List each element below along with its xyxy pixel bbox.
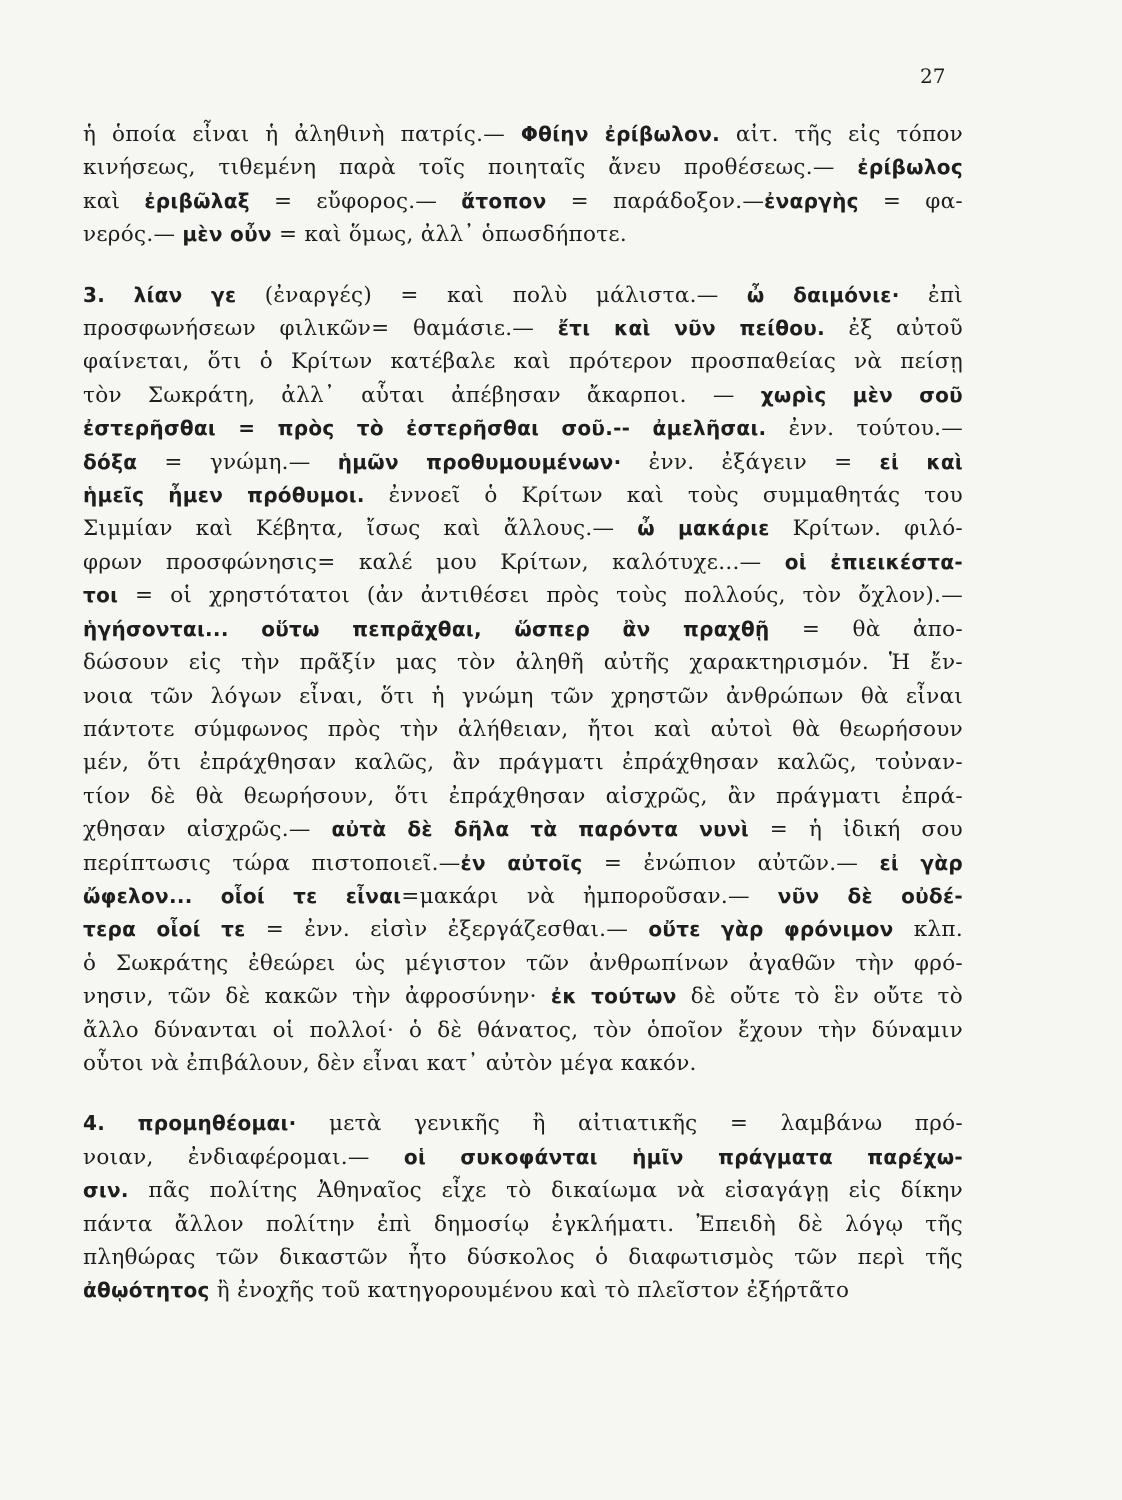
text-segment: = ἐνώπιον αὐτῶν.—	[582, 850, 880, 876]
bold-lemma: δόξα	[83, 449, 138, 474]
bold-lemma: σιν.	[83, 1178, 129, 1203]
text-segment: Σιμμίαν καὶ Κέβητα, ἴσως καὶ ἄλλους.—	[83, 516, 638, 542]
text-segment: πάντοτε σύμφωνος πρὸς τὴν ἀλήθειαν, ἤτοι καὶ αὐτοὶ θὰ θεωρήσουν	[83, 716, 963, 742]
bold-lemma: εἰ καὶ	[879, 449, 963, 474]
text-line	[83, 379, 963, 412]
text-segment: ἐξ αὐτοῦ	[825, 316, 964, 342]
text-line	[83, 746, 963, 779]
bold-lemma: ἄτοπον	[461, 188, 547, 213]
text-line	[83, 947, 963, 980]
text-segment: Κρίτων. φιλό-	[769, 516, 963, 542]
text-segment: = ἐνν. εἰσὶν ἐξεργάζεσθαι.—	[245, 917, 649, 943]
text-line	[83, 880, 963, 913]
text-segment: ἐνν. τούτου.—	[766, 416, 963, 442]
text-line	[83, 512, 963, 545]
text-segment: ἐνν. ἐξάγειν =	[621, 449, 880, 475]
text-segment: ἡ ὁποία εἶναι ἡ ἀληθινὴ πατρίς.—	[83, 122, 521, 147]
text-line	[83, 151, 963, 184]
bold-lemma: αὐτὰ δὲ δῆλα τὰ παρόντα νυνὶ	[331, 817, 749, 842]
text-line	[83, 980, 963, 1013]
bold-lemma: ἐρίβωλος	[857, 155, 963, 180]
text-segment: = εὔφορος.—	[249, 188, 462, 214]
text-line	[83, 847, 963, 880]
text-line	[83, 118, 963, 151]
bold-lemma: ὦ μακάριε	[637, 516, 770, 541]
text-line	[83, 1208, 963, 1241]
text-segment: = ἡ ἰδική σου	[748, 817, 963, 843]
text-line	[83, 185, 963, 218]
bold-lemma: ὦ δαιμόνιε·	[746, 282, 900, 307]
text-segment: = θὰ ἀπο-	[769, 616, 963, 642]
text-segment: αἰτ. τῆς εἰς τόπον	[720, 122, 964, 147]
text-line	[83, 780, 963, 813]
bold-lemma: Φθίην ἐρίβωλον.	[520, 122, 721, 146]
text-segment: =μακάρι νὰ ἠμποροῦσαν.—	[401, 883, 778, 909]
text-line	[83, 1174, 963, 1207]
text-line	[83, 579, 963, 612]
bold-lemma: ἐναργὴς	[764, 188, 859, 213]
text-segment: ἐπὶ	[899, 282, 963, 308]
text-segment: ἢ ἐνοχῆς τοῦ κατηγορουμένου καὶ τὸ πλεῖστον ἐξήρτᾶτο	[209, 1278, 850, 1304]
bold-lemma: οἱ ἐπιεικέστα-	[784, 549, 963, 574]
bold-lemma: τοι	[83, 583, 119, 608]
bold-lemma: 4. προμηθέομαι·	[83, 1111, 297, 1136]
bold-lemma: ἐκ τούτων	[550, 984, 677, 1009]
bold-lemma: ὤφελον... οἷοί τε εἶναι	[83, 883, 402, 908]
text-segment: φρων προσφώνησις= καλέ μου Κρίτων, καλότυχε...—	[83, 549, 785, 575]
bold-lemma: ἡμῶν προθυμουμένων·	[337, 449, 622, 474]
text-segment: ἄλλο δύνανται οἱ πολλοί· ὁ δὲ θάνατος, τὸν ὁποῖον ἔχουν τὴν δύναμιν	[83, 1017, 963, 1043]
text-line	[83, 1274, 963, 1307]
text-segment: = γνώμη.—	[137, 449, 338, 475]
bold-lemma: νῦν δὲ οὐδέ-	[777, 883, 963, 908]
text-segment: νησιν, τῶν δὲ κακῶν τὴν ἀφροσύνην·	[83, 984, 551, 1010]
text-segment: τίον δὲ θὰ θεωρήσουν, ὅτι ἐπράχθησαν αἰσχρῶς, ἂν πράγματι ἐπρά-	[83, 783, 963, 809]
bold-lemma: τερα οἷοί τε	[83, 917, 246, 942]
text-line	[83, 813, 963, 846]
text-segment: περίπτωσις τώρα πιστοποιεῖ.—	[83, 850, 461, 876]
text-segment: πᾶς πολίτης Ἀθηναῖος εἶχε τὸ δικαίωμα νὰ εἰσαγάγῃ εἰς δίκην	[128, 1178, 963, 1204]
text-segment: δὲ οὔτε τὸ ἓν οὔτε τὸ	[676, 984, 963, 1010]
bold-lemma: μὲν οὖν	[182, 222, 272, 247]
bold-lemma: ἐριβῶλαξ	[144, 188, 250, 213]
text-segment: πάντα ἄλλον πολίτην ἐπὶ δημοσίῳ ἐγκλήματι. Ἐπειδὴ δὲ λόγῳ τῆς	[83, 1211, 963, 1237]
text-segment: καὶ	[83, 188, 145, 214]
text-line	[83, 345, 963, 378]
text-segment: = φα-	[858, 188, 963, 214]
bold-lemma: ἡμεῖς ἦμεν πρόθυμοι.	[83, 483, 365, 508]
text-segment: = καὶ ὅμως, ἀλλ᾽ ὁπωσδήποτε.	[271, 222, 627, 248]
text-segment: δώσουν εἰς τὴν πρᾶξίν μας τὸν ἀληθῆ αὐτῆς χαρακτηρισμόν. Ἡ ἔν-	[83, 650, 963, 676]
text-segment: = παράδοξον.—	[546, 188, 765, 214]
text-line	[83, 1107, 963, 1140]
text-line	[83, 412, 963, 445]
bold-lemma: ἐν αὐτοῖς	[460, 850, 583, 875]
text-line	[83, 312, 963, 345]
text-segment: τὸν Σωκράτη, ἀλλ᾽ αὗται ἀπέβησαν ἄκαρποι. —	[83, 382, 761, 408]
text-segment: κλπ.	[893, 917, 963, 943]
text-line	[83, 479, 963, 512]
text-segment: νερός.—	[83, 222, 183, 248]
text-segment: ὁ Σωκράτης ἐθεώρει ὡς μέγιστον τῶν ἀνθρωπίνων ἀγαθῶν τὴν φρό-	[83, 950, 963, 976]
bold-lemma: 3. λίαν γε	[83, 282, 237, 307]
text-segment: μέν, ὅτι ἐπράχθησαν καλῶς, ἂν πράγματι ἐπράχθησαν καλῶς, τοὐναν-	[83, 750, 963, 776]
text-line	[83, 680, 963, 713]
text-segment: ἐννοεῖ ὁ Κρίτων καὶ τοὺς συμμαθητάς του	[364, 483, 963, 509]
text-line	[83, 1141, 963, 1174]
text-line	[83, 646, 963, 679]
text-line	[83, 546, 963, 579]
text-line	[83, 1241, 963, 1274]
text-segment: κινήσεως, τιθεμένη παρὰ τοῖς ποιηταῖς ἄνευ προθέσεως.—	[83, 155, 858, 181]
bold-lemma: ἔτι καὶ νῦν πείθου.	[557, 316, 825, 341]
text-line	[83, 913, 963, 946]
text-segment: μετὰ γενικῆς ἢ αἰτιατικῆς = λαμβάνω πρό-	[296, 1111, 963, 1137]
bold-lemma: εἰ γὰρ	[879, 850, 963, 875]
paragraph	[83, 1107, 963, 1307]
text-line	[83, 713, 963, 746]
page-body-text	[83, 118, 963, 1308]
text-segment: χθησαν αἰσχρῶς.—	[83, 817, 332, 843]
text-segment: νοια τῶν λόγων εἶναι, ὅτι ἡ γνώμη τῶν χρηστῶν ἀνθρώπων θὰ εἶναι	[83, 683, 963, 709]
text-line	[83, 279, 963, 312]
paragraph	[83, 118, 963, 252]
text-line	[83, 1014, 963, 1047]
text-line	[83, 218, 963, 251]
text-segment: φαίνεται, ὅτι ὁ Κρίτων κατέβαλε καὶ πρότερον προσπαθείας νὰ πείσῃ	[83, 349, 963, 375]
bold-lemma: ἀθῳότητος	[83, 1278, 210, 1303]
bold-lemma: οὔτε γὰρ φρόνιμον	[648, 917, 894, 942]
text-segment: προσφωνήσεων φιλικῶν= θαμάσιε.—	[83, 316, 558, 342]
text-segment: = οἱ χρηστότατοι (ἀν ἀντιθέσει πρὸς τοὺς πολλούς, τὸν ὄχλον).—	[118, 583, 963, 609]
bold-lemma: ἡγήσονται... οὕτω πεπρᾶχθαι, ὥσπερ ἂν πραχθῇ	[83, 616, 770, 641]
text-line	[83, 613, 963, 646]
text-segment: οὗτοι νὰ ἐπιβάλουν, δὲν εἶναι κατ᾽ αὐτὸν μέγα κακόν.	[83, 1050, 697, 1076]
page-number: 27	[920, 64, 946, 88]
bold-lemma: χωρὶς μὲν σοῦ	[760, 382, 963, 407]
text-segment: πληθώρας τῶν δικαστῶν ἦτο δύσκολος ὁ διαφωτισμὸς τῶν περὶ τῆς	[83, 1245, 963, 1270]
paragraph	[83, 279, 963, 1081]
text-segment: νοιαν, ἐνδιαφέρομαι.—	[83, 1144, 404, 1170]
text-line	[83, 446, 963, 479]
bold-lemma: οἱ συκοφάνται ἡμῖν πράγματα παρέχω-	[403, 1144, 964, 1169]
text-line	[83, 1047, 963, 1080]
text-segment: (ἐναργές) = καὶ πολὺ μάλιστα.—	[236, 282, 747, 308]
bold-lemma: ἐστερῆσθαι = πρὸς τὸ ἐστερῆσθαι σοῦ.-- ἀμελῆσαι.	[83, 416, 767, 441]
